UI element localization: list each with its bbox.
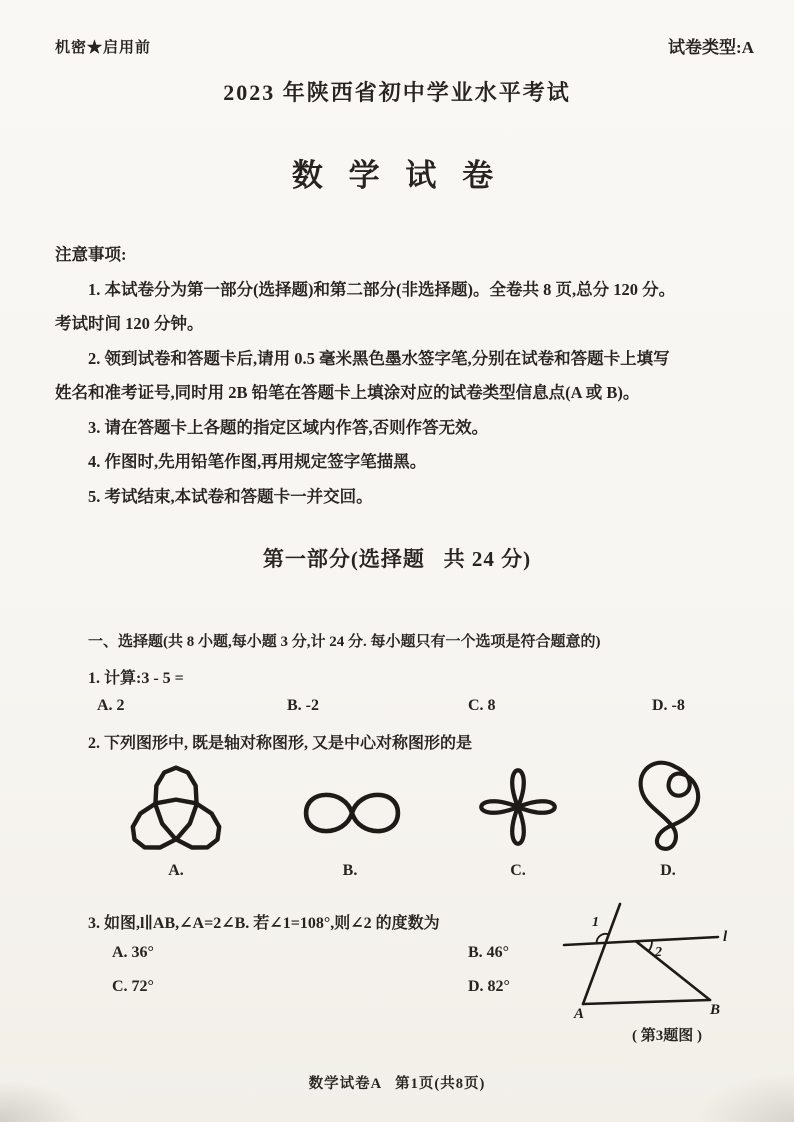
notice-line: 2. 领到试卷和答题卡后,请用 0.5 毫米黑色墨水签字笔,分别在试卷和答题卡上填写 [88, 348, 670, 368]
figure-label-c: C. [510, 862, 526, 879]
figure-label-d: D. [660, 862, 676, 879]
four-petal-flower-figure [466, 758, 570, 856]
subject-title: 数 学 试 卷 [291, 158, 503, 193]
question-3-option-b: B. 46° [468, 944, 510, 961]
question-3-option-c: C. 72° [112, 978, 154, 995]
angle-2-arc [649, 941, 653, 952]
notice-line: 4. 作图时,先用铅笔作图,再用规定签字笔描黑。 [88, 452, 427, 471]
question-1-stem: 1. 计算:3 - 5 = [88, 670, 184, 687]
question-3-option-d: D. 82° [468, 978, 510, 995]
question-2-stem: 2. 下列图形中, 既是轴对称图形, 又是中心对称图形的是 [88, 735, 473, 752]
page-footer: 数学试卷A 第1页(共8页) [308, 1076, 486, 1092]
figure-label-a: A. [168, 862, 184, 879]
segment-to-b [636, 941, 710, 1000]
notice-line: 1. 本试卷分为第一部分(选择题)和第二部分(非选择题)。全卷共 8 页,总分 120 分。 [88, 279, 676, 299]
point-b-label: B [710, 1002, 721, 1018]
trefoil-knot-figure [122, 760, 230, 854]
question-3-option-a: A. 36° [112, 944, 154, 961]
confidential-notice: 机密★启用前 [55, 40, 152, 56]
figure-label-b: B. [342, 862, 358, 879]
angle-2-label: 2 [655, 945, 662, 960]
angle-1-label: 1 [592, 915, 599, 930]
notice-heading: 注意事项: [55, 245, 127, 264]
question-1-option-c: C. 8 [468, 697, 496, 714]
question-3-geometry-figure [558, 892, 748, 1022]
infinity-curve-figure [296, 784, 408, 842]
question-1-option-b: B. -2 [287, 697, 319, 714]
notice-line: 考试时间 120 分钟。 [55, 314, 204, 333]
question-3-stem: 3. 如图,l∥AB,∠A=2∠B. 若∠1=108°,则∠2 的度数为 [88, 915, 440, 932]
question-1-option-a: A. 2 [97, 697, 125, 714]
question-3-figure-caption: ( 第3题图 ) [632, 1028, 702, 1044]
loop-doodle-figure [622, 754, 716, 856]
notice-line: 姓名和准考证号,同时用 2B 铅笔在答题卡上填涂对应的试卷类型信息点(A 或 B)。 [55, 383, 640, 402]
paper-type-label: 试卷类型:A [668, 38, 754, 57]
transversal-line [583, 904, 620, 1004]
point-a-label: A [574, 1006, 585, 1022]
notice-line: 5. 考试结束,本试卷和答题卡一并交回。 [88, 486, 373, 506]
section-one-title: 第一部分(选择题 共 24 分) [262, 547, 532, 571]
notice-line: 3. 请在答题卡上各题的指定区域内作答,否则作答无效。 [88, 417, 489, 437]
line-l-label: l [723, 929, 728, 945]
notice-block [55, 238, 747, 514]
segment-ab [583, 1000, 710, 1004]
choice-section-intro: 一、选择题(共 8 小题,每小题 3 分,计 24 分. 每小题只有一个选项是符合题意的) [88, 634, 601, 650]
exam-title: 2023 年陕西省初中学业水平考试 [223, 80, 571, 105]
question-1-option-d: D. -8 [652, 697, 685, 714]
